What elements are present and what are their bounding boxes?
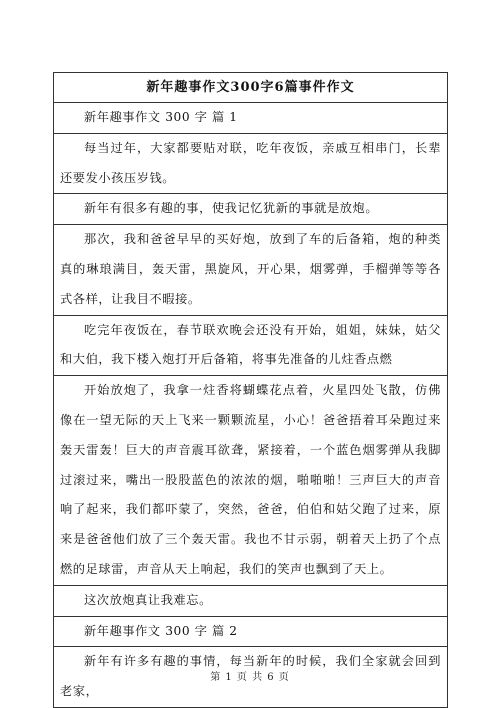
document-table	[53, 72, 448, 708]
page-footer: 第 1 页 共 6 页	[210, 672, 290, 683]
section-heading-2: 新年趣事作文 300 字 篇 2	[54, 617, 447, 648]
section-heading-1: 新年趣事作文 300 字 篇 1	[54, 103, 447, 134]
document-title: 新年趣事作文300字6篇事件作文	[54, 73, 447, 103]
paragraph: 开始放炮了，我拿一炷香将蝴蝶花点着，火星四处飞散，仿佛像在一望无际的天上飞来一颗颗流星，小心！爸爸捂着耳朵跑过来轰天雷轰！巨大的声音震耳欲聋，紧接着，一个蓝色烟雾弹从我脚过滚过来，嘴出一股股蓝色的浓浓的烟，啪啪啪！三声巨大的声音响了起来，我们都吓蒙了，突然，爸爸，伯伯和姑父跑了过来，原来是爸爸他们放了三个轰天雷。我也不甘示弱，朝着天上扔了个点燃的足球雷，声音从天上响起，我们的笑声也飘到了天上。	[54, 376, 447, 586]
paragraph: 每当过年，大家都要贴对联，吃年夜饭，亲戚互相串门，长辈还要发小孩压岁钱。	[54, 134, 447, 195]
paragraph: 新年有很多有趣的事，使我记忆犹新的事就是放炮。	[54, 194, 447, 225]
paragraph: 新年有许多有趣的事情，每当新年的时候，我们全家就会回到老家，	[54, 647, 447, 708]
paragraph: 这次放炮真让我难忘。	[54, 586, 447, 617]
paragraph: 吃完年夜饭在，春节联欢晚会还没有开始，姐姐，妹妹，姑父和大伯，我下楼入炮打开后备箱，将事先准备的儿炷香点燃	[54, 316, 447, 377]
paragraph: 那次，我和爸爸早早的买好炮，放到了车的后备箱，炮的种类真的琳琅满目，轰天雷，黑旋风，开心果，烟雾弹，手榴弹等等各式各样，让我目不暇接。	[54, 225, 447, 315]
